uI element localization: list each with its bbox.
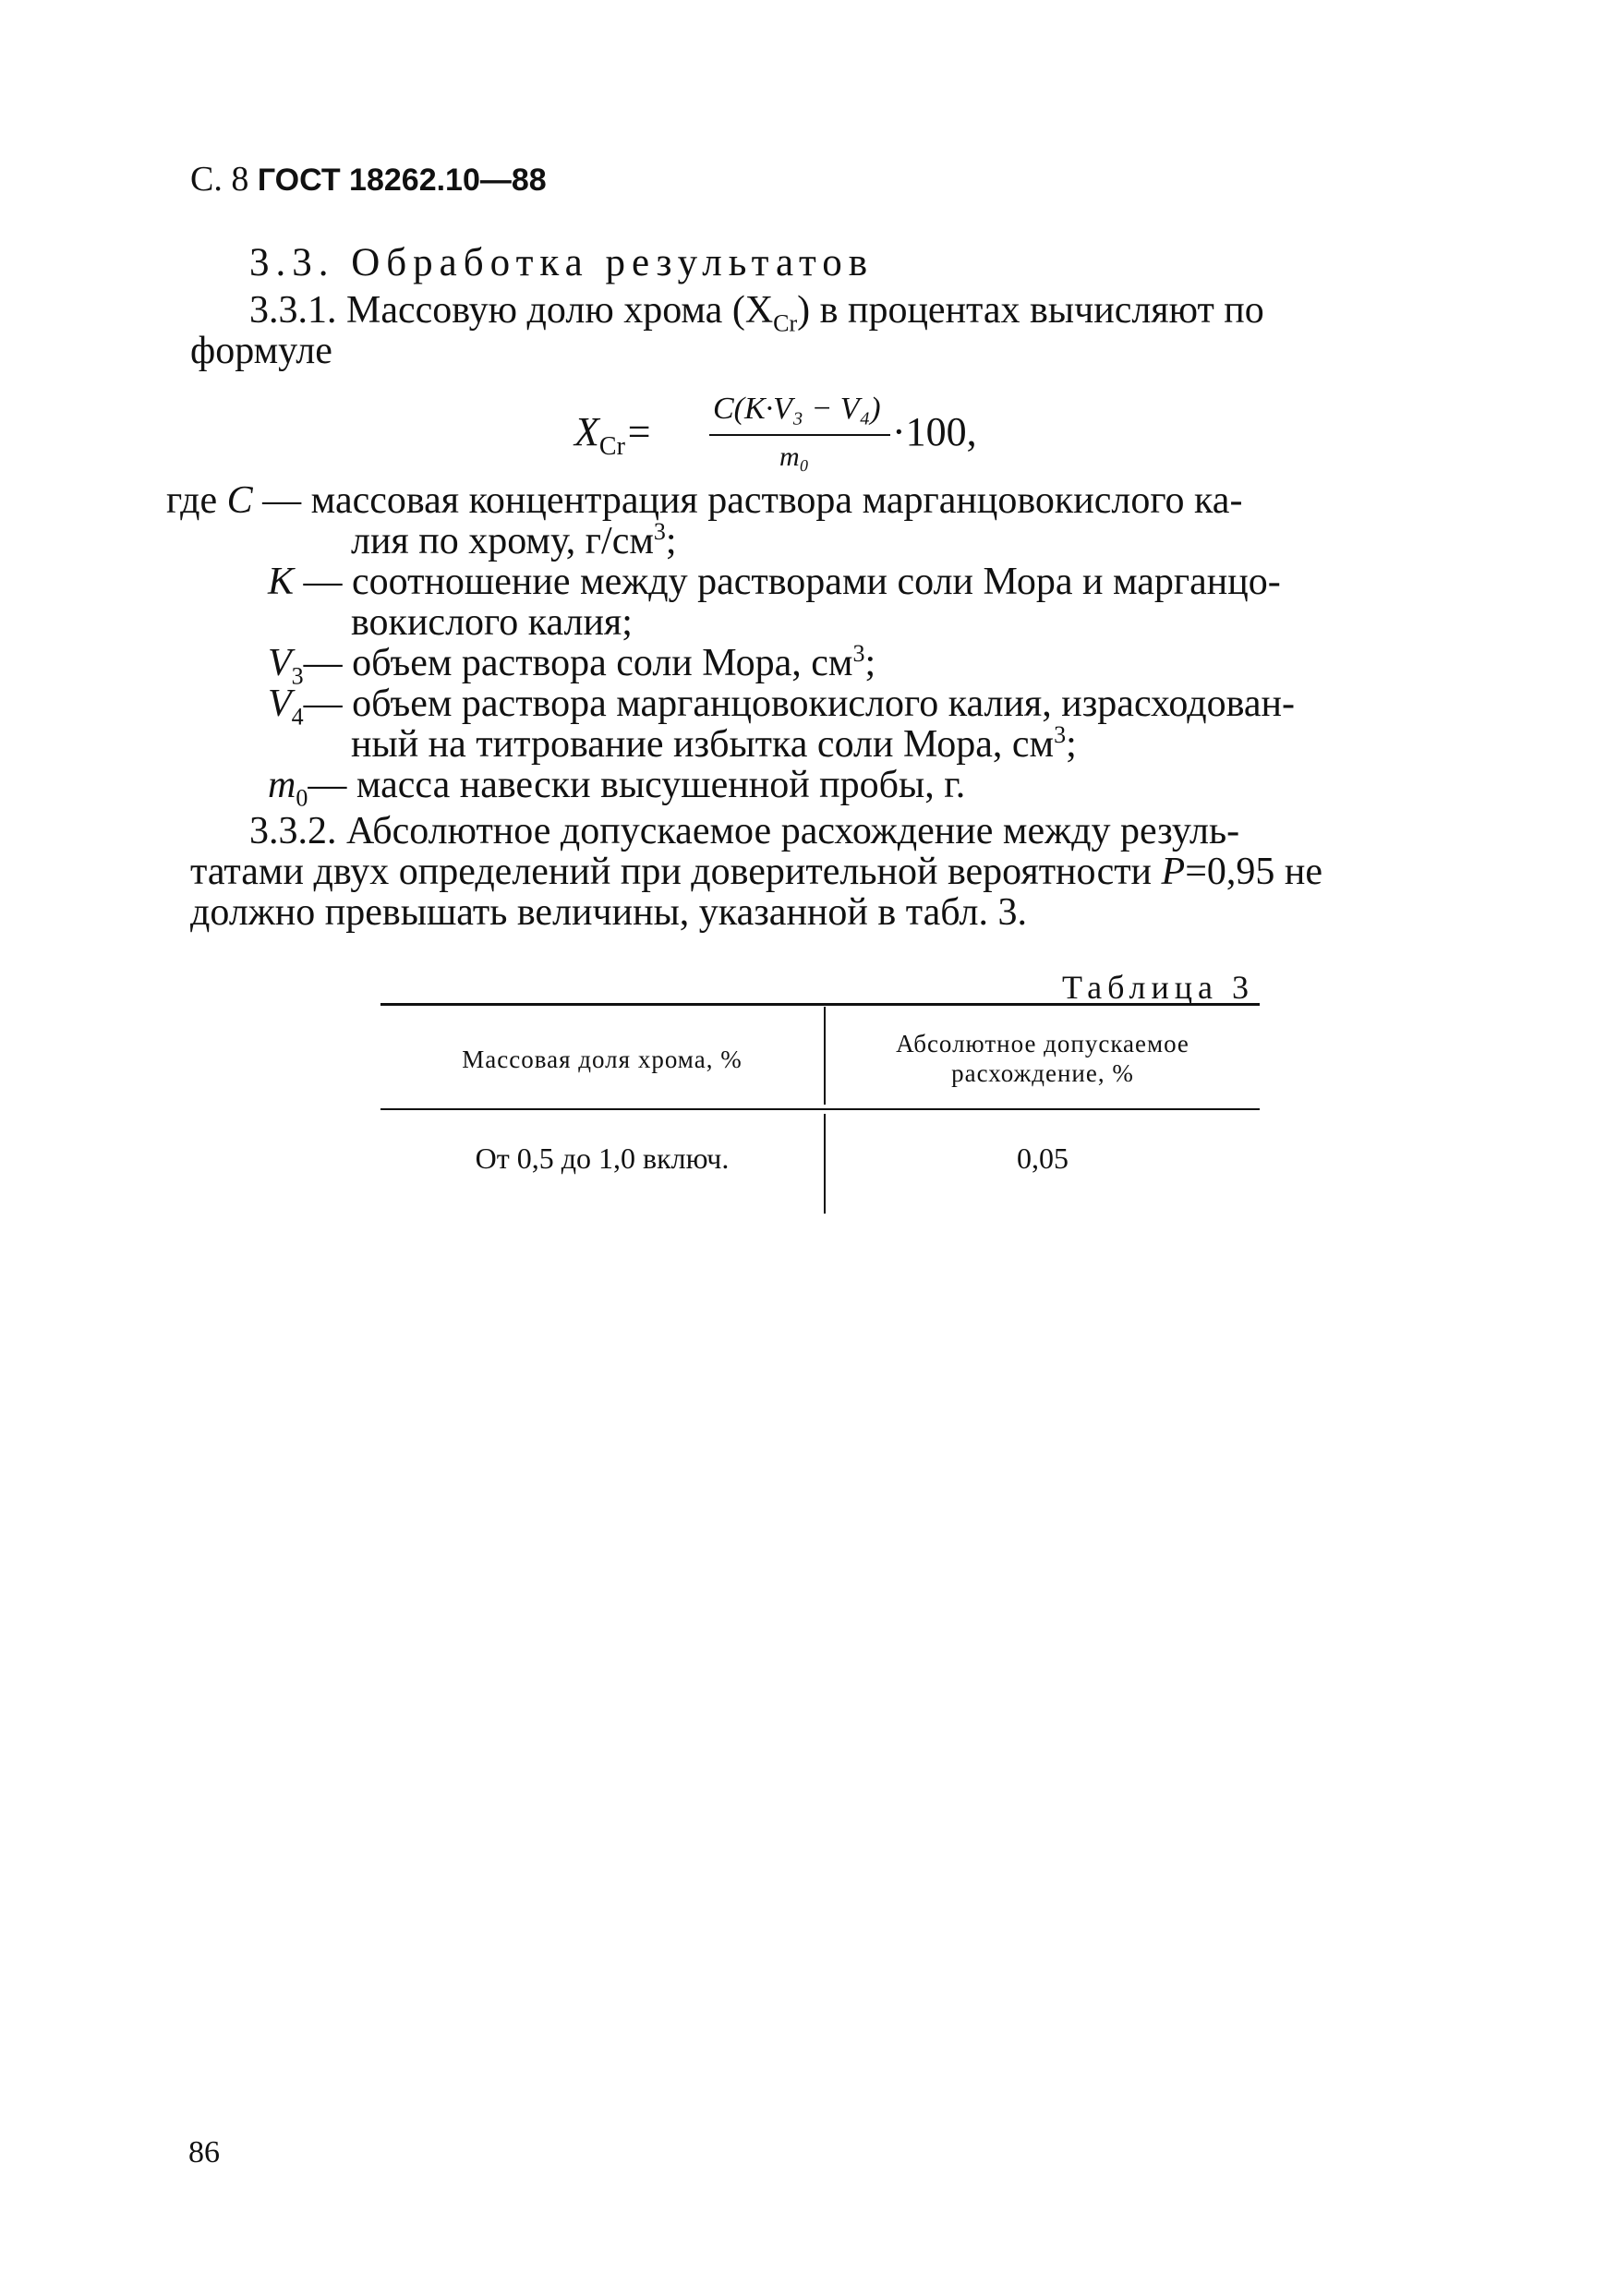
- paragraph-3-3-1-line1: 3.3.1. Массовую долю хрома $(X_{Cr})$ в процентах вычисляют по: [249, 289, 1264, 337]
- fraction-bar: [709, 434, 890, 436]
- chromium-formula: [574, 392, 999, 475]
- page-number: 86: [188, 2135, 220, 2169]
- table-header-col2: Абсолютное допускаемое расхождение, %: [896, 1030, 1189, 1087]
- table-cell-value: 0,05: [1017, 1142, 1069, 1175]
- table-caption: Таблица 3: [1062, 969, 1254, 1006]
- table-top-rule: [380, 1003, 1260, 1006]
- definition-c-cont: лия по хрому, $г/см^3$;: [351, 518, 677, 562]
- paragraph-3-3-2-line3: должно превышать величины, указанной в табл. 3.: [190, 891, 1027, 934]
- section-title: 3.3. Обработка результатов: [249, 241, 874, 284]
- definition-k: K — соотношение между растворами соли Мора и марганцо-: [268, 561, 1281, 603]
- formula-numerator: C(K·V₃ − V₄): [713, 392, 881, 426]
- definition-v4-cont: ный на титрование избытка соли Мора, $см^3$;: [351, 721, 1077, 766]
- table-header-rule: [380, 1108, 1260, 1110]
- definition-m0: $m_0—$ масса навески высушенной пробы, г.: [268, 764, 966, 812]
- definition-c: где C — массовая концентрация раствора марганцовокислого ка-: [166, 479, 1243, 522]
- definition-k-cont: вокислого калия;: [351, 601, 633, 644]
- definition-v4: $V_4—$ объем раствора марганцовокислого калия, израсходован-: [268, 683, 1295, 731]
- page-prefix: С. 8: [190, 160, 249, 199]
- table-header-col1: Массовая доля хрома, %: [462, 1045, 743, 1073]
- running-head: [190, 159, 547, 199]
- definition-v3: $V_3—$ объем раствора соли Мора, $см^3$;: [268, 640, 876, 690]
- standard-code: ГОСТ 18262.10—88: [257, 163, 547, 198]
- paragraph-3-3-1-line2: формуле: [190, 330, 332, 372]
- formula-lhs: $X_{Cr}=$: [574, 409, 653, 461]
- table-cell-range: От 0,5 до 1,0 включ.: [475, 1142, 730, 1175]
- cr-subscript: Cr: [773, 309, 798, 337]
- paragraph-3-3-2-line2: татами двух определений при доверительной вероятности P=0,95 не: [190, 851, 1323, 893]
- tolerance-table: [380, 1003, 1260, 1215]
- formula-rhs: ·100,: [892, 409, 977, 454]
- formula-denominator: m₀: [779, 441, 810, 472]
- paragraph-3-3-2-line1: 3.3.2. Абсолютное допускаемое расхождение между резуль-: [249, 810, 1240, 852]
